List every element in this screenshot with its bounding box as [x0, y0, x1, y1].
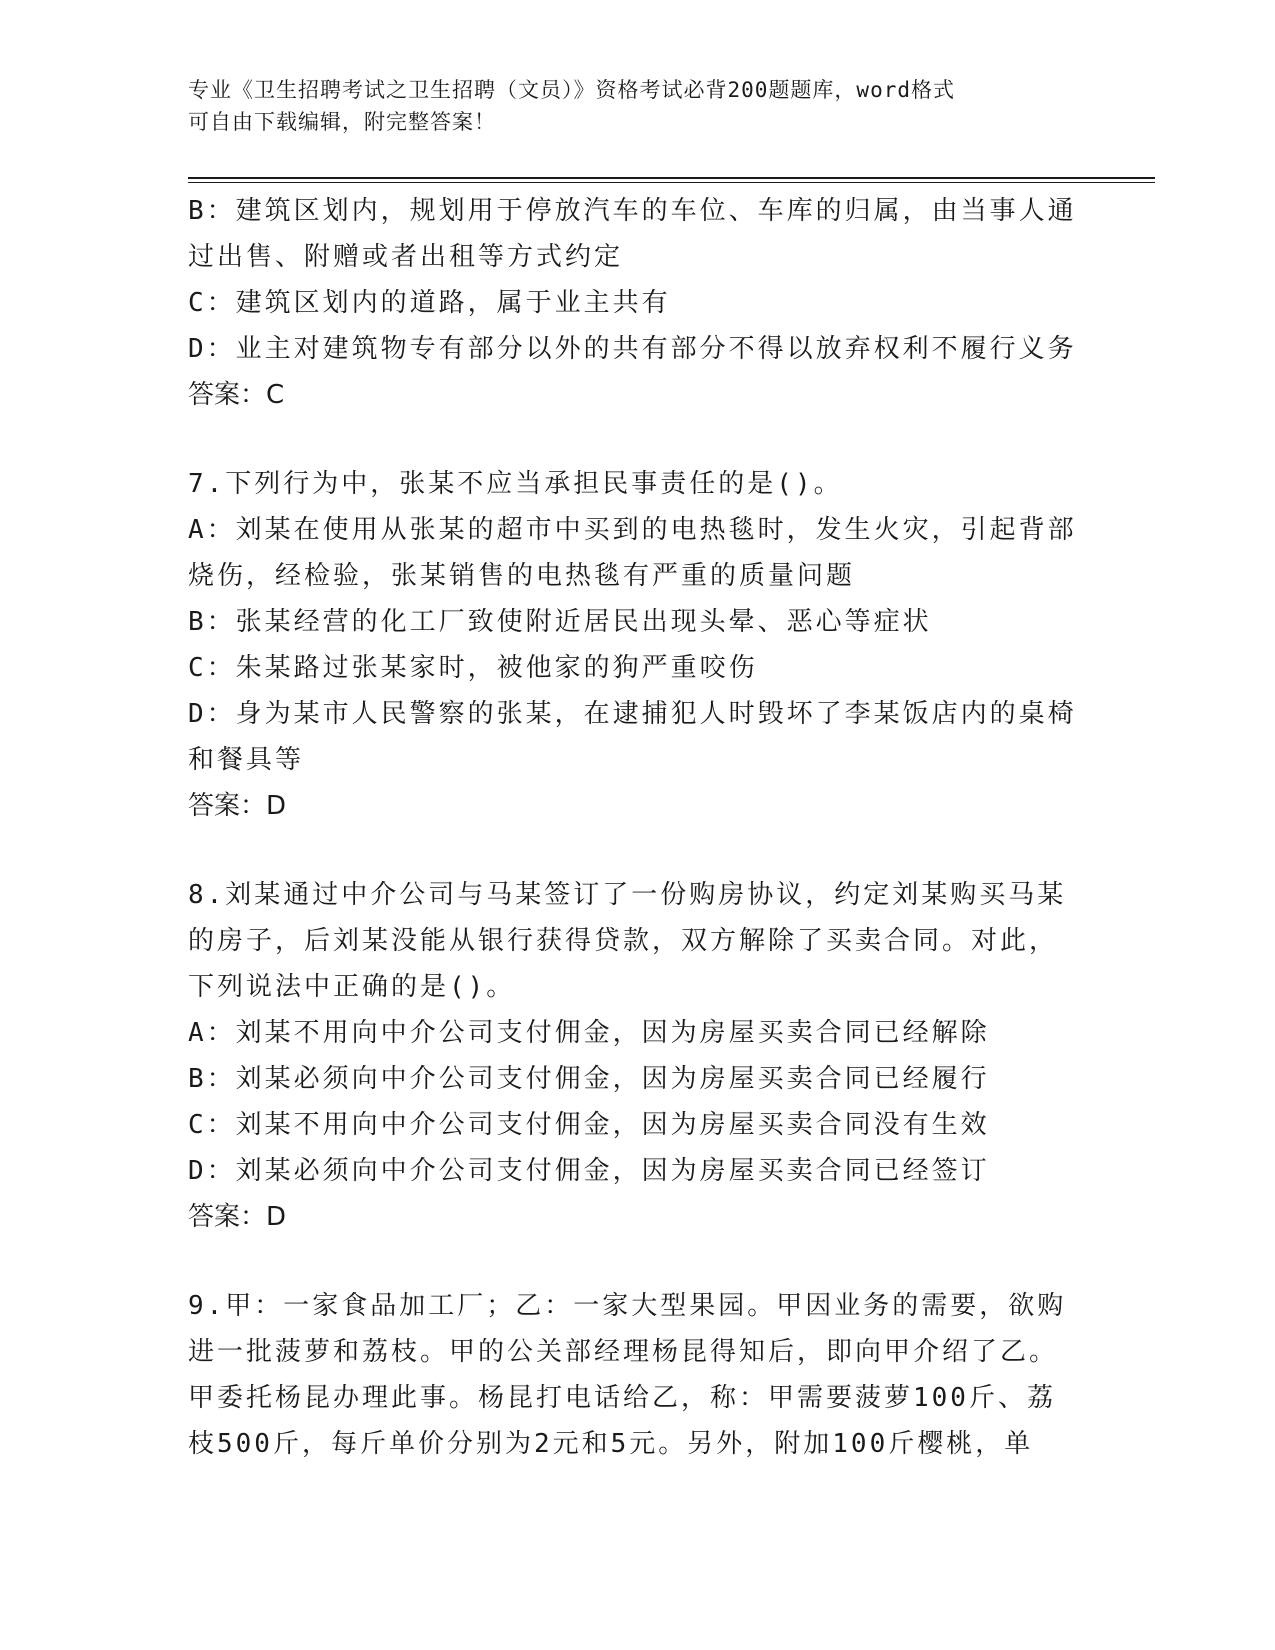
option-d-line-1: D：身为某市人民警察的张某，在逮捕犯人时毁坏了李某饭店内的桌椅 [188, 699, 1077, 729]
option-c: C：朱某路过张某家时，被他家的狗严重咬伤 [188, 653, 758, 683]
spacer [188, 418, 1078, 461]
option-b-line-1: B：建筑区划内，规划用于停放汽车的车位、车库的归属，由当事人通 [188, 196, 1077, 226]
option-c: C：建筑区划内的道路，属于业主共有 [188, 288, 671, 318]
answer: 答案：D [188, 791, 287, 821]
option-d: D：业主对建筑物专有部分以外的共有部分不得以放弃权利不履行义务 [188, 334, 1077, 364]
document-body [188, 188, 1078, 1467]
question-stem-line-1: 8.刘某通过中介公司与马某签订了一份购房协议，约定刘某购买马某 [188, 880, 1067, 910]
option-d: D：刘某必须向中介公司支付佣金，因为房屋买卖合同已经签订 [188, 1156, 990, 1186]
option-d-line-2: 和餐具等 [188, 745, 305, 775]
option-a-line-1: A：刘某在使用从张某的超市中买到的电热毯时，发生火灾，引起背部 [188, 515, 1077, 545]
answer: 答案：C [188, 380, 285, 410]
question-9 [188, 1283, 1078, 1467]
option-b: B：刘某必须向中介公司支付佣金，因为房屋买卖合同已经履行 [188, 1064, 990, 1094]
header-title-line-1: 专业《卫生招聘考试之卫生招聘（文员）》资格考试必背200题题库，word格式 [188, 78, 955, 102]
question-8 [188, 872, 1078, 1240]
question-stem-line-1: 9.甲：一家食品加工厂；乙：一家大型果园。甲因业务的需要，欲购 [188, 1291, 1067, 1321]
header-divider-thick [188, 177, 1155, 179]
header-divider-thin [188, 182, 1155, 183]
option-b: B：张某经营的化工厂致使附近居民出现头晕、恶心等症状 [188, 607, 932, 637]
answer: 答案：D [188, 1202, 287, 1232]
question-stem-line-3: 甲委托杨昆办理此事。杨昆打电话给乙，称：甲需要菠萝100斤、荔 [188, 1383, 1056, 1413]
option-b-line-2: 过出售、附赠或者出租等方式约定 [188, 242, 624, 272]
option-a: A：刘某不用向中介公司支付佣金，因为房屋买卖合同已经解除 [188, 1018, 990, 1048]
header-title-line-2: 可自由下载编辑，附完整答案！ [188, 110, 496, 134]
question-stem-line-3: 下列说法中正确的是()。 [188, 972, 516, 1002]
question-stem: 7.下列行为中，张某不应当承担民事责任的是()。 [188, 469, 843, 499]
question-6 [188, 188, 1078, 418]
option-c: C：刘某不用向中介公司支付佣金，因为房屋买卖合同没有生效 [188, 1110, 990, 1140]
question-7 [188, 461, 1078, 829]
question-stem-line-4: 枝500斤，每斤单价分别为2元和5元。另外，附加100斤樱桃，单 [188, 1429, 1034, 1459]
question-stem-line-2: 的房子，后刘某没能从银行获得贷款，双方解除了买卖合同。对此， [188, 926, 1059, 956]
document-header [188, 74, 1068, 138]
option-a-line-2: 烧伤，经检验，张某销售的电热毯有严重的质量问题 [188, 561, 856, 591]
question-stem-line-2: 进一批菠萝和荔枝。甲的公关部经理杨昆得知后，即向甲介绍了乙。 [188, 1337, 1059, 1367]
spacer [188, 829, 1078, 872]
spacer [188, 1240, 1078, 1283]
